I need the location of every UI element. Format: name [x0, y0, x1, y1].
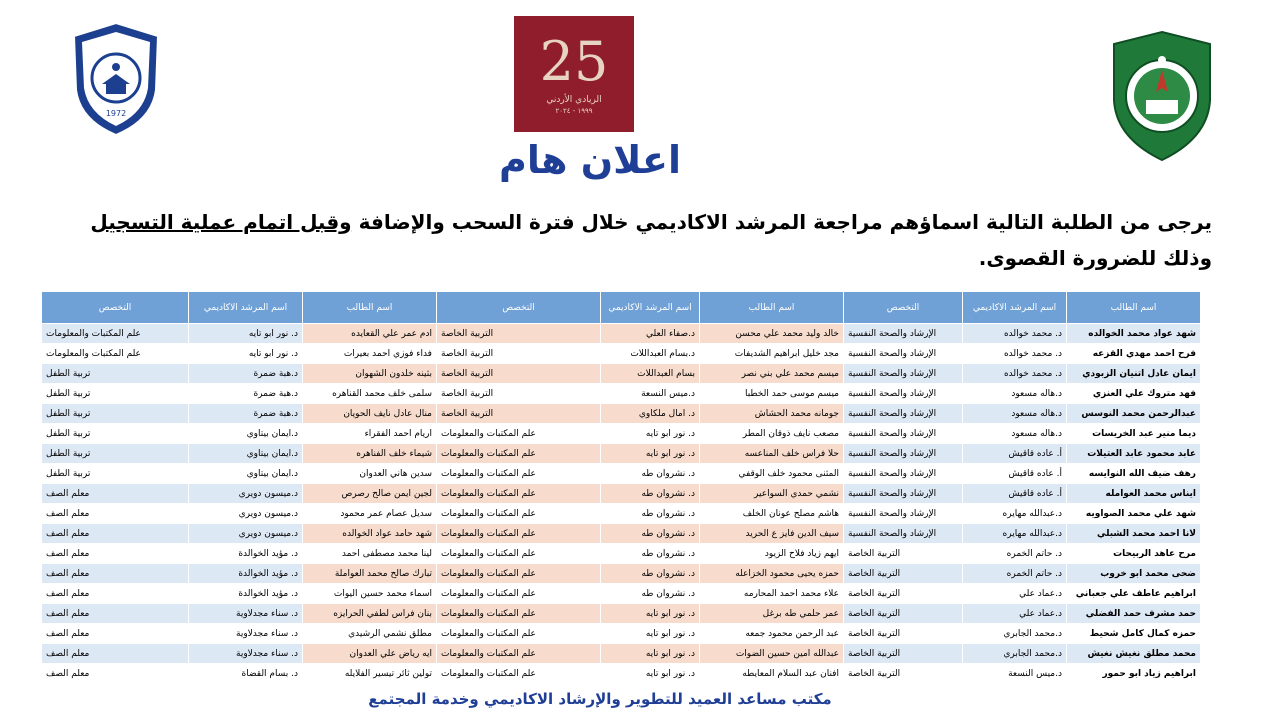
table-header-row — [42, 292, 1201, 324]
cell-major-1: الإرشاد والصحة النفسية — [844, 324, 963, 344]
cell-student-name-3: شهد حامد عواد الخوالده — [303, 524, 437, 544]
cell-major-1: الإرشاد والصحة النفسية — [844, 504, 963, 524]
cell-major-3: تربية الطفل — [42, 404, 189, 424]
cell-student-name-1: ايمان عادل اتنيان الزبودي — [1067, 364, 1201, 384]
table-row — [42, 424, 1201, 444]
cell-major-2: علم المكتبات والمعلومات — [437, 604, 601, 624]
header-advisor-3: اسم المرشد الاكاديمي — [189, 292, 303, 324]
cell-advisor-1: د.عماد علي — [963, 604, 1067, 624]
cell-major-2: علم المكتبات والمعلومات — [437, 664, 601, 684]
cell-advisor-1: د.عبدالله مهايره — [963, 524, 1067, 544]
cell-major-3: تربية الطفل — [42, 424, 189, 444]
cell-advisor-2: د.صفاء العلي — [601, 324, 700, 344]
cell-advisor-2: د. نور ابو تايه — [601, 644, 700, 664]
cell-student-name-2: مجد خليل ابراهيم الشديفات — [700, 344, 844, 364]
cell-student-name-1: ضحى محمد ابو خروب — [1067, 564, 1201, 584]
table-row — [42, 644, 1201, 664]
cell-student-name-1: فرح احمد مهدي القزعه — [1067, 344, 1201, 364]
cell-student-name-3: لجين ايمن صالح رصرص — [303, 484, 437, 504]
cell-student-name-3: سديل عصام عمر محمود — [303, 504, 437, 524]
cell-student-name-3: بنان فراس لطفي الحرايزه — [303, 604, 437, 624]
cell-major-3: معلم الصف — [42, 604, 189, 624]
cell-student-name-3: فداء فوزي احمد بعيرات — [303, 344, 437, 364]
cell-student-name-2: خالد وليد محمد علي محسن — [700, 324, 844, 344]
cell-student-name-1: مرح عاهد الربيحات — [1067, 544, 1201, 564]
cell-major-1: التربية الخاصة — [844, 564, 963, 584]
table-row — [42, 544, 1201, 564]
table-body — [42, 324, 1201, 684]
cell-student-name-2: سيف الدين فايز ع الحريد — [700, 524, 844, 544]
cell-major-1: التربية الخاصة — [844, 664, 963, 684]
cell-advisor-2: د. نور ابو تايه — [601, 444, 700, 464]
cell-student-name-1: شهد علي محمد الصواويه — [1067, 504, 1201, 524]
cell-advisor-3: د.هبة ضمرة — [189, 404, 303, 424]
cell-student-name-3: تبارك صالح محمد العواملة — [303, 564, 437, 584]
cell-major-1: التربية الخاصة — [844, 624, 963, 644]
cell-major-3: معلم الصف — [42, 484, 189, 504]
cell-advisor-2: د. نور ابو تايه — [601, 664, 700, 684]
cell-advisor-3: د. سناء مجدلاوية — [189, 644, 303, 664]
cell-major-2: علم المكتبات والمعلومات — [437, 544, 601, 564]
cell-student-name-2: المثنى محمود خلف الوقفي — [700, 464, 844, 484]
table-row — [42, 524, 1201, 544]
cell-advisor-3: د. نور ابو تايه — [189, 344, 303, 364]
cell-student-name-3: ادم عمر علي القعايده — [303, 324, 437, 344]
cell-advisor-3: د. مؤيد الخوالدة — [189, 584, 303, 604]
cell-advisor-2: د. نشروان طه — [601, 464, 700, 484]
cell-major-2: علم المكتبات والمعلومات — [437, 424, 601, 444]
cell-major-2: علم المكتبات والمعلومات — [437, 524, 601, 544]
table-row — [42, 404, 1201, 424]
cell-student-name-1: محمد مطلق نغيش نغيش — [1067, 644, 1201, 664]
cell-advisor-2: بسام العبداللات — [601, 364, 700, 384]
office-footer: مكتب مساعد العميد للتطوير والإرشاد الاكاديمي وخدمة المجتمع — [368, 690, 832, 708]
cell-major-3: علم المكتبات والمعلومات — [42, 344, 189, 364]
cell-student-name-1: رهف ضيف الله النوايسه — [1067, 464, 1201, 484]
cell-major-2: التربية الخاصة — [437, 344, 601, 364]
cell-student-name-1: عبدالرحمن محمد النوسس — [1067, 404, 1201, 424]
intro-text-part1: يرجى من الطلبة التالية اسماؤهم مراجعة المرشد الاكاديمي خلال فترة السحب والإضافة — [351, 210, 1212, 234]
table-row — [42, 504, 1201, 524]
cell-advisor-3: د. سناء مجدلاوية — [189, 604, 303, 624]
cell-major-1: الإرشاد والصحة النفسية — [844, 424, 963, 444]
cell-major-2: علم المكتبات والمعلومات — [437, 644, 601, 664]
table-row — [42, 664, 1201, 684]
table-row — [42, 584, 1201, 604]
cell-advisor-3: د. بسام القضاة — [189, 664, 303, 684]
cell-student-name-2: حلا فراس خلف المناعسه — [700, 444, 844, 464]
cell-student-name-3: سدين هاني العدوان — [303, 464, 437, 484]
cell-student-name-1: ديما منير عبد الخريسات — [1067, 424, 1201, 444]
cell-advisor-3: د.ميسون دويري — [189, 504, 303, 524]
cell-major-1: التربية الخاصة — [844, 584, 963, 604]
cell-advisor-1: د. محمد خوالده — [963, 344, 1067, 364]
cell-major-2: علم المكتبات والمعلومات — [437, 484, 601, 504]
cell-student-name-2: عبدالله امين حسين الضوات — [700, 644, 844, 664]
cell-student-name-2: عبد الرحمن محمود جمعه — [700, 624, 844, 644]
cell-advisor-1: د.عماد علي — [963, 584, 1067, 604]
table-row — [42, 324, 1201, 344]
cell-student-name-1: عابد محمود عابد العتيلات — [1067, 444, 1201, 464]
header-advisor-1: اسم المرشد الاكاديمي — [963, 292, 1067, 324]
cell-advisor-2: د.بسام العبداللات — [601, 344, 700, 364]
cell-advisor-2: د. نشروان طه — [601, 504, 700, 524]
cell-major-3: معلم الصف — [42, 624, 189, 644]
cell-advisor-2: د. نشروان طه — [601, 484, 700, 504]
cell-student-name-2: ميسم موسى حمد الخطبا — [700, 384, 844, 404]
cell-advisor-2: د.ميس النسعة — [601, 384, 700, 404]
cell-student-name-1: ابراهيم عاطف علي جعباني — [1067, 584, 1201, 604]
cell-advisor-1: د. محمد خوالده — [963, 324, 1067, 344]
cell-advisor-2: د. نشروان طه — [601, 584, 700, 604]
cell-major-2: علم المكتبات والمعلومات — [437, 504, 601, 524]
anniversary-numeral: 25 — [539, 30, 609, 93]
cell-advisor-3: د. مؤيد الخوالدة — [189, 564, 303, 584]
cell-student-name-2: هاشم مصلح عونان الخلف — [700, 504, 844, 524]
table-row — [42, 344, 1201, 364]
cell-student-name-3: اسماء محمد حسين اليوات — [303, 584, 437, 604]
cell-major-3: معلم الصف — [42, 504, 189, 524]
table-row — [42, 564, 1201, 584]
cell-student-name-1: لانا احمد محمد الشبلي — [1067, 524, 1201, 544]
cell-student-name-2: مصعب نايف ذوقان المطر — [700, 424, 844, 444]
cell-advisor-2: د. نشروان طه — [601, 564, 700, 584]
cell-student-name-2: جومانه محمد الحشاش — [700, 404, 844, 424]
table-row — [42, 464, 1201, 484]
cell-student-name-2: افنان عبد السلام المعايطه — [700, 664, 844, 684]
cell-advisor-3: د.ايمان بيتاوي — [189, 464, 303, 484]
cell-major-1: الإرشاد والصحة النفسية — [844, 344, 963, 364]
anniversary-logo — [514, 16, 634, 132]
cell-student-name-3: منال عادل نايف الحويان — [303, 404, 437, 424]
cell-student-name-2: حمزه يحيى محمود الخزاعله — [700, 564, 844, 584]
cell-advisor-1: د. حاتم الخمره — [963, 564, 1067, 584]
header-student-name-1: اسم الطالب — [1067, 292, 1201, 324]
cell-advisor-1: د. حاتم الخمره — [963, 544, 1067, 564]
cell-major-3: معلم الصف — [42, 584, 189, 604]
cell-student-name-2: علاء محمد احمد المحارمه — [700, 584, 844, 604]
cell-student-name-2: نشمي حمدي السواعير — [700, 484, 844, 504]
cell-advisor-2: د. نشروان طه — [601, 524, 700, 544]
table-row — [42, 624, 1201, 644]
cell-advisor-3: د.هبة ضمرة — [189, 364, 303, 384]
announcement-headline: اعلان هام — [499, 138, 681, 182]
cell-major-1: الإرشاد والصحة النفسية — [844, 464, 963, 484]
cell-major-2: علم المكتبات والمعلومات — [437, 564, 601, 584]
cell-student-name-1: حمزه كمال كامل شحيط — [1067, 624, 1201, 644]
anniversary-caption: الريادي الأردني — [546, 95, 602, 105]
cell-student-name-3: سلمى خلف محمد القناهره — [303, 384, 437, 404]
table-row — [42, 604, 1201, 624]
cell-advisor-3: د.ايمان بيتاوي — [189, 444, 303, 464]
table-row — [42, 384, 1201, 404]
cell-major-3: علم المكتبات والمعلومات — [42, 324, 189, 344]
cell-major-2: علم المكتبات والمعلومات — [437, 624, 601, 644]
cell-major-3: تربية الطفل — [42, 444, 189, 464]
table-row — [42, 484, 1201, 504]
anniversary-years: ١٩٩٩ - ٢٠٢٤ — [555, 107, 593, 115]
header-major-3: التخصص — [42, 292, 189, 324]
cell-major-3: معلم الصف — [42, 564, 189, 584]
cell-advisor-1: د.عبدالله مهايره — [963, 504, 1067, 524]
cell-advisor-3: د. مؤيد الخوالدة — [189, 544, 303, 564]
cell-major-1: الإرشاد والصحة النفسية — [844, 444, 963, 464]
cell-major-1: الإرشاد والصحة النفسية — [844, 484, 963, 504]
cell-student-name-2: ايهم زياد فلاح الزيود — [700, 544, 844, 564]
cell-advisor-3: د.هبة ضمرة — [189, 384, 303, 404]
cell-student-name-3: بثينه خلدون الشهوان — [303, 364, 437, 384]
header-student-name-2: اسم الطالب — [700, 292, 844, 324]
cell-student-name-3: تولين ثائر تيسير الفلايله — [303, 664, 437, 684]
cell-major-1: الإرشاد والصحة النفسية — [844, 524, 963, 544]
cell-student-name-3: مطلق نشمي الرشيدي — [303, 624, 437, 644]
cell-advisor-1: د.محمد الجابري — [963, 644, 1067, 664]
cell-advisor-2: د. نشروان طه — [601, 544, 700, 564]
cell-advisor-1: أ. عاده قاقيش — [963, 444, 1067, 464]
cell-advisor-3: د.ميسون دويري — [189, 484, 303, 504]
cell-advisor-1: أ. عاده قاقيش — [963, 484, 1067, 504]
cell-advisor-3: د.ميسون دويري — [189, 524, 303, 544]
cell-major-2: التربية الخاصة — [437, 364, 601, 384]
cell-advisor-3: د. سناء مجدلاوية — [189, 624, 303, 644]
cell-major-1: التربية الخاصة — [844, 544, 963, 564]
university-crest-left-logo — [68, 20, 164, 138]
cell-major-1: التربية الخاصة — [844, 604, 963, 624]
cell-major-2: علم المكتبات والمعلومات — [437, 464, 601, 484]
intro-text-underlined: وقبل اتمام عملية التسجيل — [90, 210, 352, 234]
cell-advisor-1: د.هاله مسعود — [963, 384, 1067, 404]
cell-major-3: معلم الصف — [42, 664, 189, 684]
cell-major-1: الإرشاد والصحة النفسية — [844, 364, 963, 384]
cell-advisor-1: د.محمد الجابري — [963, 624, 1067, 644]
cell-major-1: الإرشاد والصحة النفسية — [844, 404, 963, 424]
header-major-2: التخصص — [437, 292, 601, 324]
cell-advisor-2: د. نور ابو تايه — [601, 424, 700, 444]
cell-student-name-2: عمر حلمي طه برغل — [700, 604, 844, 624]
cell-advisor-3: د. نور ابو تايه — [189, 324, 303, 344]
university-of-jordan-seal-logo — [1110, 30, 1214, 162]
cell-major-1: الإرشاد والصحة النفسية — [844, 384, 963, 404]
cell-advisor-1: أ. عاده قاقيش — [963, 464, 1067, 484]
cell-student-name-3: اريام احمد الفقراء — [303, 424, 437, 444]
cell-student-name-1: ايناس محمد العوامله — [1067, 484, 1201, 504]
cell-major-1: التربية الخاصة — [844, 644, 963, 664]
cell-student-name-3: شيماء خلف الفناهره — [303, 444, 437, 464]
cell-major-2: التربية الخاصة — [437, 324, 601, 344]
cell-major-3: معلم الصف — [42, 644, 189, 664]
cell-advisor-1: د.هاله مسعود — [963, 424, 1067, 444]
cell-student-name-1: فهد متروك علي العنزي — [1067, 384, 1201, 404]
table-row — [42, 364, 1201, 384]
cell-major-3: تربية الطفل — [42, 464, 189, 484]
cell-major-2: علم المكتبات والمعلومات — [437, 584, 601, 604]
cell-advisor-2: د. امال ملكاوي — [601, 404, 700, 424]
cell-advisor-1: د.هاله مسعود — [963, 404, 1067, 424]
header-student-name-3: اسم الطالب — [303, 292, 437, 324]
cell-major-2: التربية الخاصة — [437, 384, 601, 404]
students-table — [41, 291, 1201, 684]
cell-student-name-2: ميسم محمد علي بني نصر — [700, 364, 844, 384]
cell-major-3: تربية الطفل — [42, 384, 189, 404]
cell-major-3: معلم الصف — [42, 544, 189, 564]
cell-advisor-2: د. نور ابو تايه — [601, 604, 700, 624]
cell-student-name-3: ايه رياض علي العدوان — [303, 644, 437, 664]
cell-student-name-1: حمد مشرف حمد الفضلي — [1067, 604, 1201, 624]
crest-year-text: 1972 — [105, 109, 127, 118]
cell-student-name-1: ابراهيم زياد ابو حمور — [1067, 664, 1201, 684]
cell-major-3: تربية الطفل — [42, 364, 189, 384]
cell-major-2: علم المكتبات والمعلومات — [437, 444, 601, 464]
cell-student-name-1: شهد عواد محمد الخوالده — [1067, 324, 1201, 344]
cell-advisor-1: د. محمد خوالده — [963, 364, 1067, 384]
cell-major-2: التربية الخاصة — [437, 404, 601, 424]
cell-advisor-2: د. نور ابو تايه — [601, 624, 700, 644]
cell-advisor-3: د.ايمان بيتاوي — [189, 424, 303, 444]
intro-text-part3: وذلك للضرورة القصوى. — [978, 246, 1212, 270]
cell-student-name-3: لينا محمد مصطفى احمد — [303, 544, 437, 564]
announcement-intro — [52, 204, 1212, 276]
table-row — [42, 444, 1201, 464]
cell-advisor-1: د.ميس النسعة — [963, 664, 1067, 684]
cell-major-3: معلم الصف — [42, 524, 189, 544]
header-major-1: التخصص — [844, 292, 963, 324]
header-advisor-2: اسم المرشد الاكاديمي — [601, 292, 700, 324]
